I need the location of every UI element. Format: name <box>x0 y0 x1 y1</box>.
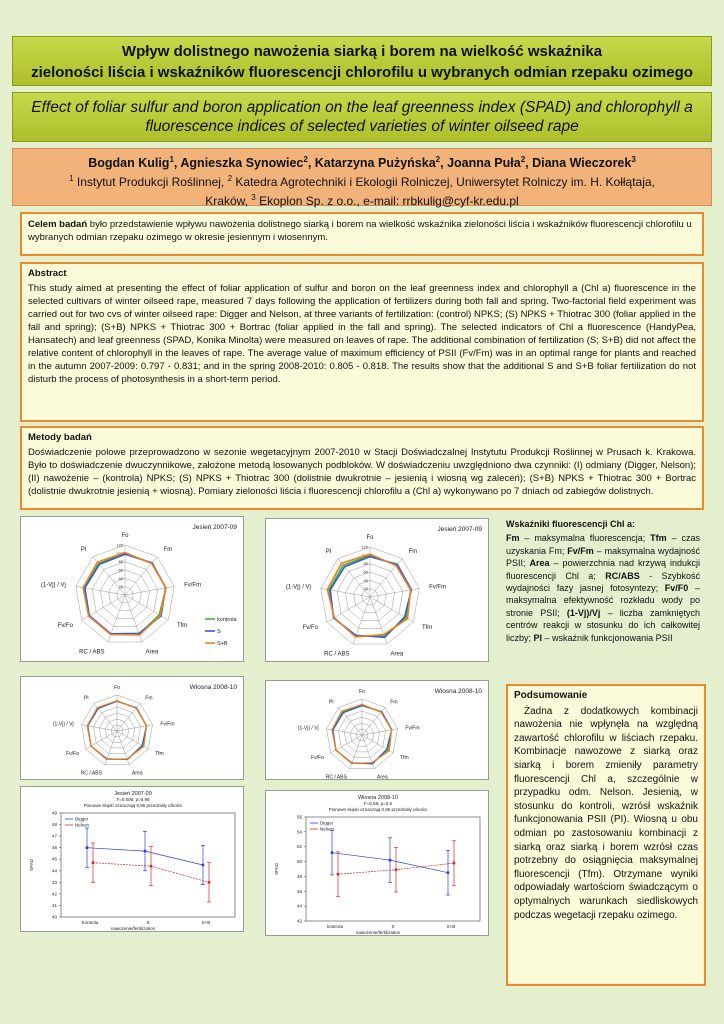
spad-chart-spring <box>266 791 490 937</box>
radar-axis-label: RC / ABS <box>325 774 347 781</box>
radar-spoke <box>125 586 174 595</box>
legend-definition: – maksymalna efektywność rozkładu wody po stronie PSII; <box>506 583 700 618</box>
legend-definition: – wskaźnik funkcjonowania PSII <box>542 632 673 643</box>
spad-ytick-label: 52 <box>296 844 302 850</box>
spad-ytick-label: 40 <box>51 914 57 920</box>
legend-definition: – czas uzyskania Fm; <box>506 533 700 556</box>
spad-xtick-label: S+B <box>446 924 456 929</box>
radar-axis-label: Fm <box>408 549 418 556</box>
radar-axis-label: Tfm <box>400 755 409 761</box>
radar-tick-label: 60 <box>118 567 123 573</box>
spad-ytick-label: 44 <box>296 903 302 909</box>
spad-subtitle: F=0,56; p=0,6 <box>363 801 393 806</box>
radar-tick-label: 40 <box>118 575 123 581</box>
title-english <box>12 92 712 142</box>
radar-axis-label: (1-Vj) / Vj <box>52 721 74 728</box>
spad-ytick-label: 48 <box>51 822 57 828</box>
radar-axis-label: (1-Vj) / Vj <box>40 582 66 589</box>
methods-box <box>20 426 704 510</box>
legend-term: Fm <box>506 533 520 544</box>
radar-axis-label: Fm <box>145 695 153 702</box>
radar-axis-label: PI <box>328 699 334 706</box>
abstract-text: This study aimed at presenting the effect of foliar application of sulfur and boron on the leaf greenness index and chlorophyll a (Chl a) fluorescence in the selected cultivars of winter oilseed rape, measured 7 days following the application of fertilizers during both fall and spring. Two-factorial field experiment was carried out for two cvs of winter oilseed rape: Digger and Nelson, at three variants of fertilization: (control) NPKS; (S) NPKS + Thiotrac 300 (foliar applied in the fall and spring); (S+B) NPKS + Thiotrac 300 + Bortrac (foliar applied in the fall and spring). The selected indicators of Chl a fluorescence (HandyPea, Hansatech) and leaf greenness (SPAD, Konika Minolta) were measured on leaves of rape. The additional combination of fertilization (S; S+B) did not affect the relative content of chlorophyll in the leaves of rape. The average value of maximum efficiency of PSII (Fv/Fm) was in an optimal range for plants and reached in the autumn 2007-2009: 0.797 - 0.831; and in the spring 2008-2010: 0.805 - 0.818. The results show that the additional S and S+B foliar fertilization do not disturb the process of photosynthesis in a short-term period. <box>28 283 696 385</box>
spad-note: Pionowe słupki oznaczają 0,95 przedziały ufności <box>328 807 428 812</box>
fluorescence-legend-body <box>506 532 700 644</box>
spad-ytick-label: 56 <box>296 814 302 820</box>
spad-point <box>202 864 205 867</box>
spad-ytick-label: 54 <box>296 829 302 835</box>
spad-ytick-label: 50 <box>296 859 302 865</box>
spad-point <box>447 871 450 874</box>
author-names: Bogdan Kulig$^1$, Agnieszka Synowiec$^2$, Katarzyna Pużyńska$^2$, Joanna Puła$^2$, Diana Wieczorek$^3$ <box>88 155 636 171</box>
radar-axis-label: RC / ABS <box>80 770 102 777</box>
radar-axis-label: PI <box>325 549 332 556</box>
radar-tick-label: 80 <box>363 561 368 567</box>
radar-axis-label: Fv/Fm <box>429 584 447 591</box>
spad-legend-label: Digger <box>75 816 89 822</box>
summary-text: Żadna z dodatkowych kombinacji nawożenia nie wpłynęła na względną zawartość chlorofilu w liściach rzepaku. Kombinacje nawozowe z siarką oraz siarką i borem zmieniły parametry fluorescencji Chl a, szczególnie w przypadku odm. Nelson. Jesienią, w stosunku do kontroli, wzrósł wskaźnik funkcjonowania PSII (PI). Wiosną u obu odmian po zastosowaniu kombinacji z siarką oraz siarką i borem wzrósł czas potrzebny do osiągnięcia maksymalnej fluorescencji (Tfm). Otrzymane wyniki odpowiadały wartościom świadczącym o optymalnych warunkach siedliskowych podczas wegetacji rzepaku ozimego. <box>514 705 698 921</box>
spad-ytick-label: 45 <box>51 856 57 862</box>
spad-ytick-label: 43 <box>51 879 57 885</box>
goal-box <box>20 212 704 256</box>
radar-chart-autumn-2 <box>266 519 490 663</box>
affiliation-line1: $^1$ Instytut Produkcji Roślinnej, $^2$ Katedra Agrotechniki i Ekologii Rolniczej, Uniwersytet Rolniczy im. H. Kołłątaja, <box>69 174 655 190</box>
spad-point <box>144 850 147 853</box>
legend-definition: – powierzchnia nad krzywą indukcji fluorescencji Chl a; <box>506 558 700 581</box>
methods-heading: Metody badań <box>28 432 92 443</box>
spad-xlabel: nawożenie/fertilization <box>110 926 156 931</box>
spad-chart-autumn <box>21 787 245 933</box>
spad-ytick-label: 44 <box>51 868 57 874</box>
radar-axis-label: Fo <box>366 535 374 541</box>
radar-axis-label: Tfm <box>421 625 433 631</box>
spad-ylabel: SPAD <box>29 859 34 871</box>
radar-axis-label: Fm <box>390 699 398 706</box>
radar-axis-label: Area <box>145 649 159 656</box>
radar-axis-label: Fv/Fm <box>160 721 175 728</box>
radar-tick-label: 60 <box>363 569 368 575</box>
spad-point <box>92 861 95 864</box>
authors-block <box>12 148 712 209</box>
spad-panel-spring <box>265 790 489 936</box>
goal-text: było przedstawienie wpływu nawożenia dolistnego siarką i borem na wielkość wskaźnika zieloności liścia i wskaźników fluorescencji chlorofilu u wybranych odmian rzepaku ozimego w okresie jesiennym i wiosennym. <box>28 219 692 243</box>
radar-axis-label: Fv/Fm <box>405 725 420 732</box>
spad-legend-label: Nelson <box>75 822 90 828</box>
legend-term: Fv/F0 <box>664 583 689 594</box>
spad-point <box>150 865 153 868</box>
spad-ylabel: SPAD <box>274 863 279 875</box>
spad-xtick-label: S <box>146 920 150 925</box>
abstract-box <box>20 262 704 422</box>
spad-point <box>389 859 392 862</box>
radar-panel-autumn-2 <box>265 518 489 662</box>
spad-panel-autumn <box>20 786 244 932</box>
title-polish-line1: Wpływ dolistnego nawożenia siarką i borem na wielkość wskaźnika <box>121 43 603 60</box>
radar-tick-label: 20 <box>118 584 123 590</box>
spad-ytick-label: 42 <box>51 891 57 897</box>
legend-definition: – maksymalna fluorescencja; <box>519 533 651 544</box>
radar-axis-label: Fv/Fm <box>184 582 202 589</box>
legend-term: PI <box>533 632 543 643</box>
radar-chart-autumn-1 <box>21 517 245 663</box>
radar-axis-label: PI <box>80 547 87 554</box>
radar-legend-label: S+B <box>217 641 228 647</box>
fluorescence-legend <box>502 516 704 676</box>
legend-term: Area <box>529 558 550 569</box>
title-polish <box>12 36 712 86</box>
radar-tick-label: 20 <box>363 586 368 592</box>
spad-note: Pionowe słupki oznaczają 0,95 przedziały ufności <box>83 803 183 808</box>
spad-ytick-label: 48 <box>296 873 302 879</box>
abstract-heading: Abstract <box>28 268 67 279</box>
radar-axis-label: PI <box>83 695 89 702</box>
spad-subtitle: F=0,006; p=0,99 <box>116 797 150 802</box>
summary-box <box>506 684 706 986</box>
radar-tick-label: 100 <box>361 552 368 558</box>
spad-xtick-label: kontrola <box>326 924 344 929</box>
radar-axis-label: Area <box>132 770 143 777</box>
radar-axis-label: (1-Vj) / Vj <box>297 725 319 732</box>
spad-ytick-label: 42 <box>296 918 302 924</box>
radar-tick-label: 120 <box>116 542 123 548</box>
radar-axis-label: Fo <box>121 533 129 539</box>
affiliation-line2: Kraków, $^3$ Ekoplon Sp. z o.o., e-mail: rrbkulig@cyf-kr.edu.pl <box>205 193 519 209</box>
radar-axis-label: Fv/Fo <box>302 625 319 631</box>
radar-axis-label: Area <box>390 651 404 658</box>
spad-ytick-label: 46 <box>51 845 57 851</box>
legend-definition: – maksymalna wydajność PSII; <box>506 545 700 569</box>
legend-term: (1-Vj)/Vj <box>566 607 601 618</box>
spad-legend-label: Digger <box>320 820 334 826</box>
radar-tick-label: 80 <box>118 559 123 565</box>
methods-text: Doświadczenie polowe przeprowadzono w sezonie wegetacyjnym 2007-2010 w Stacji Doświadczalnej Instytutu Produkcji Roślinnej w Prusach k. Krakowa. Było to doświadczenie dwuczynnikowe, założone metodą losowanych podbloków. W doświadczeniu uwzględniono dwa czynniki: (I) odmiany (Digger, Nelson); (II) nawożenie – (kontrola) NPKS; (S) NPKS + Thiotrac 300 (dolistnie dwukrotnie – jesienią i wiosną wg zaleceń); (S+B) NPKS + Thiotrac 300 + Bortrac (dolistnie dwukrotnie jesienią + wiosną). Pomiary zieloności liścia i fluorescencji chlorofilu a (Chl a) wykonywano po 7 dniach od zabiegów dolistnych. <box>28 447 696 497</box>
legend-definition: - Szybkość wydajności fazy jasnej fotosyntezy; <box>506 570 700 594</box>
radar-axis-label: Tfm <box>176 623 188 629</box>
radar-axis-label: Fv/Fo <box>311 755 324 761</box>
radar-axis-label: Tfm <box>155 751 164 757</box>
spad-title: Wiosna 2008-10 <box>357 795 399 801</box>
radar-axis-label: Fv/Fo <box>57 623 74 629</box>
radar-title: Wiosna 2008-10 <box>434 688 482 695</box>
radar-panel-spring-1 <box>20 676 244 780</box>
spad-xtick-label: Kontrola <box>81 920 99 925</box>
radar-axis-label: RC / ABS <box>79 649 105 656</box>
radar-axis-label: Fm <box>163 547 173 554</box>
radar-title: Wiosna 2008-10 <box>189 684 237 691</box>
radar-legend-label: kontrola <box>217 617 237 623</box>
spad-legend-label: Nelson <box>320 826 335 832</box>
legend-term: RC/ABS <box>605 570 640 581</box>
legend-definition: – liczba zamkniętych centrów reakcji w stosunku do ich całkowitej liczby; <box>506 607 700 643</box>
radar-panel-autumn-1 <box>20 516 244 662</box>
spad-point <box>337 873 340 876</box>
spad-title: Jesień 2007-09 <box>114 791 152 797</box>
radar-axis-label: Fo <box>359 689 365 695</box>
radar-axis-label: Fv/Fo <box>66 751 79 757</box>
radar-tick-label: 120 <box>361 544 368 550</box>
spad-xlabel: nawożenie/fertilization <box>355 930 401 935</box>
radar-chart-spring-2 <box>266 681 490 781</box>
radar-axis-label: (1-Vj) / Vj <box>285 584 311 591</box>
radar-tick-label: 100 <box>116 550 123 556</box>
radar-panel-spring-2 <box>265 680 489 780</box>
spad-point <box>86 846 89 849</box>
legend-term: Fv/Fm <box>567 545 594 556</box>
spad-point <box>208 881 211 884</box>
spad-ytick-label: 46 <box>296 888 302 894</box>
spad-point <box>453 862 456 865</box>
title-polish-line2: zieloności liścia i wskaźników fluorescencji chlorofilu u wybranych odmian rzepaku ozimego <box>31 64 693 81</box>
radar-axis-label: Area <box>377 774 388 781</box>
radar-title: Jesień 2007-09 <box>192 524 237 531</box>
spad-xtick-label: S+B <box>201 920 211 925</box>
radar-title: Jesień 2007-09 <box>437 526 482 533</box>
legend-term: Tfm <box>650 533 667 544</box>
radar-axis-label: RC / ABS <box>324 651 350 658</box>
radar-axis-label: Fo <box>114 685 120 691</box>
summary-heading: Podsumowanie <box>514 690 588 701</box>
goal-label: Celem badań <box>28 219 88 230</box>
title-english-line1: Effect of foliar sulfur and boron application on the leaf greenness index (SPAD) and chlorophyll a <box>31 99 693 116</box>
radar-tick-label: 40 <box>363 577 368 583</box>
spad-xtick-label: S <box>391 924 395 929</box>
title-english-line2: fluorescence indices of selected varieties of winter oilseed rape <box>145 118 579 135</box>
spad-point <box>331 851 334 854</box>
spad-ytick-label: 47 <box>51 833 57 839</box>
radar-chart-spring-1 <box>21 677 245 781</box>
spad-point <box>395 868 398 871</box>
spad-ytick-label: 41 <box>51 902 57 908</box>
spad-ytick-label: 49 <box>51 810 57 816</box>
radar-legend-label: S <box>217 629 221 635</box>
fluorescence-legend-heading: Wskaźniki fluorescencji Chl a: <box>506 519 636 529</box>
